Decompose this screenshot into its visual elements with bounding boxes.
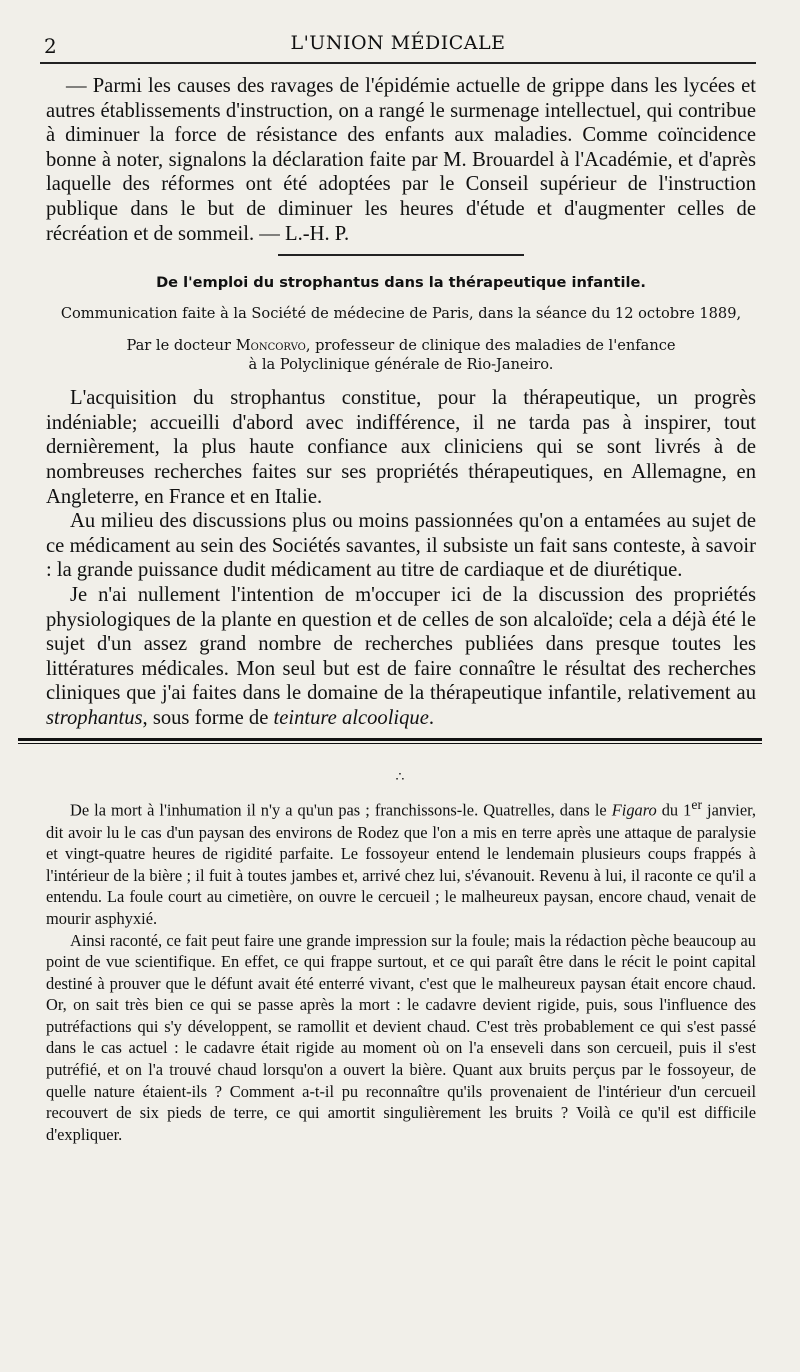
paragraph-3-end: .	[428, 706, 435, 729]
running-title: L'UNION MÉDICALE	[290, 32, 506, 54]
grippe-note: — Parmi les causes des ravages de l'épidémie actuelle de grippe dans les lycées et autres établissements d'instruction, on a rangé le surmenage intellectuel, qui contribue à diminuer la force de résistance des enfants aux maladies. Comme coïncidence bonne à noter, signalons la déclaration faite par M. Brouardel à l'Académie, et d'après laquelle des réformes ont été adoptées par le Conseil supérieur de l'instruction publique dans le but de diminuer les heures d'étude et d'augmenter celles de récréation et de sommeil. — L.-H. P.	[46, 75, 756, 245]
article-paragraph-1: L'acquisition du strophantus constitue, pour la thérapeutique, un progrès indéniable; accueilli d'abord avec indifférence, il ne tarda pas à inspirer, tout dernièrement, la plus haute confiance aux cliniciens qui se sont livrés à de nombreuses recherches faites sur ses propriétés thérapeutiques, en Allemagne, en Angleterre, en France et en Italie.	[46, 387, 756, 508]
ordinal-superscript: er	[691, 797, 702, 813]
article-title: De l'emploi du strophantus dans la thérapeutique infantile.	[156, 274, 646, 292]
figaro-title: Figaro	[611, 800, 657, 820]
author-affiliation: à la Polyclinique générale de Rio-Janeiro.	[248, 356, 554, 374]
paragraph-3-start: Je n'ai nullement l'intention de m'occuper ici de la discussion des propriétés physiologiques de la plante en question et de celles de son alcaloïde; cela a déjà été le sujet d'un assez grand nombre de recherches publiées dans presque toutes les littératures médicales. Mon seul but est de faire connaître le résultat des recherches cliniques que j'ai faites dans le domaine de la thérapeutique infantile, relativement au	[46, 583, 756, 705]
asterism: ∴	[395, 769, 407, 786]
author-prefix: Par le docteur	[126, 337, 232, 355]
strophantus-term: strophantus	[46, 706, 143, 729]
author-suffix: , professeur de clinique des maladies de l'enfance	[305, 337, 676, 355]
article-paragraph-2: Au milieu des discussions plus ou moins passionnées qu'on a entamées au sujet de ce médicament au sein des Sociétés savantes, il subsiste un fait sans conteste, à savoir : la grande puissance dudit médicament au titre de cardiaque et de diurétique.	[46, 510, 756, 582]
page-header	[40, 30, 756, 64]
author-name: Moncorvo	[235, 337, 306, 355]
feuilleton-divider	[18, 738, 762, 744]
feuilleton-paragraph-1	[46, 794, 756, 929]
feuilleton-p1-mid: du 1	[656, 800, 692, 820]
author-credit	[46, 336, 756, 374]
section-rule	[278, 254, 524, 256]
feuilleton-section	[46, 794, 756, 1145]
article-paragraph-3	[46, 583, 756, 731]
feuilleton-paragraph-2: Ainsi raconté, ce fait peut faire une grande impression sur la foule; mais la rédaction pèche beaucoup au point de vue scientifique. En effet, ce qui frappe surtout, et ce qui paraît être dans le récit le point capital destiné à prouver que le défunt avait été enterré vivant, c'est que le malheureux paysan était encore chaud. Or, on sait très bien ce qui se passe après la mort : le cadavre devient rigide, puis, sous l'influence des putréfactions qui s'y développent, se ramollit et devient chaud. C'est très probablement ce qui s'est passé dans le cas actuel : le cadavre était rigide au moment où on l'a enseveli dans son cercueil, puis il s'est putréfié, et on l'a trouvé chaud lorsqu'on a ouvert la bière. Quant aux bruits perçus par le fossoyeur, de quelle nature étaient-ils ? Comment a-t-il pu reconnaître qu'ils provenaient de l'intérieur d'un cercueil recouvert de six pieds de terre, ce qui amortit singulièrement les bruits ? Voilà ce qu'il est difficile d'expliquer.	[46, 930, 756, 1144]
page-number: 2	[44, 34, 57, 58]
communication-line: Communication faite à la Société de médecine de Paris, dans la séance du 12 octobre 1889,	[60, 305, 742, 323]
paragraph-3-mid: , sous forme de	[142, 706, 274, 729]
feuilleton-p1-start: De la mort à l'inhumation il n'y a qu'un pas ; franchissons-le. Quatrelles, dans le	[70, 800, 612, 820]
feuilleton-p1-end: janvier, dit avoir lu le cas d'un paysan des environs de Rodez que l'on a mis en terre après une attaque de paralysie et vingt-quatre heures de rigidité parfaite. Le fossoyeur entend le lendemain plusieurs coups frappés à l'intérieur de la bière ; il fuit à toutes jambes et, arrivé chez lui, s'évanouit. Revenu à lui, il raconte ce qu'il a entendu. La foule court au cimetière, on ouvre le cercueil ; le malheureux paysan, encore chaud, venait de mourir asphyxié.	[46, 800, 757, 928]
article-body	[46, 386, 756, 730]
tincture-term: teinture alcoolique	[273, 706, 429, 729]
